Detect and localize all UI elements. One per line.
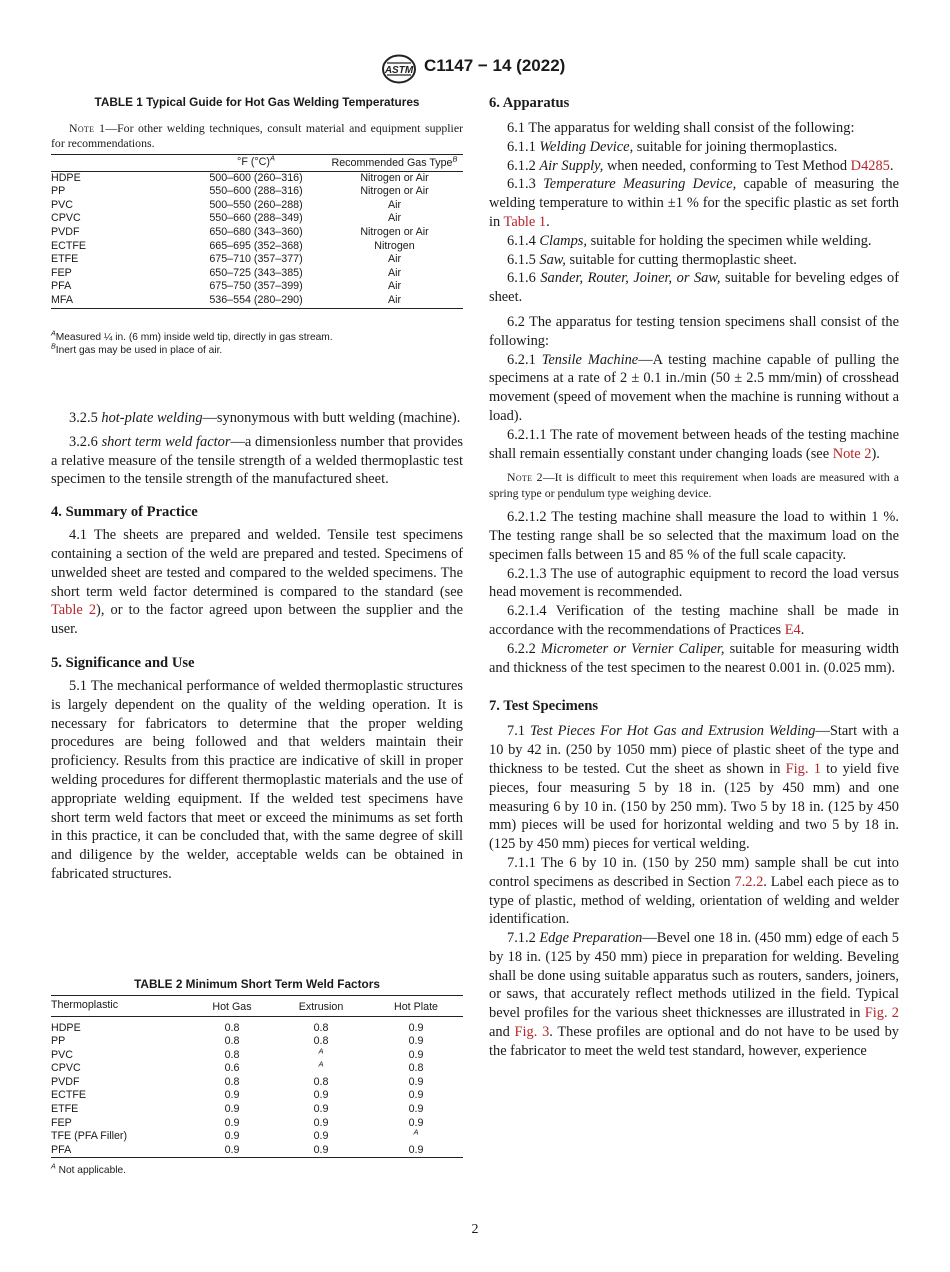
table2-row: [51, 1076, 463, 1090]
table2-cell-material: CPVC: [51, 1062, 81, 1075]
table1-link[interactable]: Table 1: [503, 213, 547, 230]
not-applicable-mark: A: [318, 1059, 324, 1069]
table1-cell-temp: 550–660 (288–349): [209, 212, 303, 225]
para-7-1-1: 7.1.1 The 6 by 10 in. (150 by 250 mm) sample shall be cut into control specimens as described in Section 7.2.2. Label each piece as to type of plastic, method of welding, orientation of welding and welder identification.: [489, 854, 899, 928]
fig3-link[interactable]: Fig. 3: [514, 1024, 550, 1041]
para-6-1-3: 6.1.3 Temperature Measuring Device, capable of measuring the welding temperature to within ±1 % for the specific plastic as set forth in Table 1.: [489, 176, 899, 230]
para-7-1-2: 7.1.2 Edge Preparation—Bevel one 18 in. (450 mm) edge of each 5 by 18 in. (125 by 450 mm) piece in preparation for welding. Beveling shall be done using suitable apparatus such as routers, sanders, joiners, or saws, that accurately reflect methods utilized in the field. Typical bevel profiles for the various sheet thicknesses are illustrated in Fig. 2 and Fig. 3. These profiles are optional and do not have to be used by the fabricator to meet the weld test standard, however, experience: [489, 930, 900, 1059]
table1-cell-gas: Air: [387, 293, 402, 306]
table2-cell-hot-gas: 0.8: [224, 1035, 240, 1048]
table1-cell-gas: Air: [387, 198, 402, 211]
table2-cell-material: PVC: [51, 1048, 73, 1061]
table2-cell-extrusion: 0.8: [313, 1021, 329, 1034]
para-6-1-1: 6.1.1 Welding Device, suitable for joining thermoplastics.: [507, 138, 838, 155]
table2-cell-hot-plate: [369, 1127, 463, 1144]
table1-footnote-a: $^A$Measured ¼ in. (6 mm) inside weld tip, directly in gas stream.: [51, 329, 333, 343]
table2-header-hot-gas: Hot Gas: [212, 1001, 252, 1013]
table1-cell-gas: Nitrogen: [374, 239, 415, 252]
not-applicable-mark: A: [318, 1046, 324, 1056]
para-6-2-1-2: 6.2.1.2 The testing machine shall measure the load to within 1 %. The testing range shall be so selected that the maximum load on the specimen falls between 15 and 85 % of the full scale capacity.: [489, 509, 899, 563]
table1-cell-material: PFA: [51, 280, 72, 293]
table2-cell-material: PVDF: [51, 1075, 80, 1088]
table2-cell-extrusion: 0.9: [313, 1116, 329, 1129]
table1-cell-temp: 536–554 (280–290): [209, 293, 303, 306]
table1-cell-material: FEP: [51, 266, 72, 279]
table2-cell-hot-plate: 0.9: [408, 1116, 424, 1129]
fig1-link[interactable]: Fig. 1: [785, 760, 821, 777]
table1-note-label: Note 1: [69, 121, 106, 135]
table2-cell-hot-gas: 0.9: [224, 1103, 240, 1116]
table2-cell-extrusion: 0.8: [313, 1035, 329, 1048]
table2-row: [51, 1062, 463, 1076]
table1-header-temp: °F $(^\circ C)^A$: [237, 153, 275, 168]
table2-row: [51, 1117, 463, 1131]
table1-row: [51, 171, 463, 185]
table1-cell-material: PVDF: [51, 225, 80, 238]
section-7-heading: 7. Test Specimens: [489, 698, 599, 715]
table1-cell-material: PVC: [51, 198, 73, 211]
table2-cell-hot-gas: 0.8: [224, 1021, 240, 1034]
table1-row: [51, 267, 463, 281]
table2-cell-hot-gas: 0.9: [224, 1130, 240, 1143]
table1-body: [51, 171, 463, 308]
table1-cell-gas: Air: [387, 280, 402, 293]
table1-cell-material: HDPE: [51, 171, 81, 184]
table2-caption: TABLE 2 Minimum Short Term Weld Factors: [134, 977, 380, 991]
para-6-2-1-4: 6.2.1.4 Verification of the testing machine shall be made in accordance with the recommendations of Practices E4.: [489, 603, 899, 638]
table2-cell-hot-gas: 0.9: [224, 1143, 240, 1156]
table2-header-extrusion: Extrusion: [298, 1001, 344, 1013]
table1-row: [51, 240, 463, 254]
table1-row: [51, 294, 463, 308]
table2-cell-extrusion: 0.9: [313, 1089, 329, 1102]
table2-cell-material: HDPE: [51, 1021, 81, 1034]
left-body-text: [51, 409, 463, 884]
table2-cell-hot-plate: 0.9: [408, 1143, 424, 1156]
page-header: [0, 54, 950, 84]
para-6-1-6: 6.1.6 Sander, Router, Joiner, or Saw, suitable for beveling edges of sheet.: [489, 270, 899, 306]
table1-cell-material: CPVC: [51, 212, 81, 225]
table2-cell-hot-plate: 0.8: [408, 1062, 424, 1075]
fig2-link[interactable]: Fig. 2: [864, 1005, 900, 1022]
table1-cell-temp: 650–680 (343–360): [209, 225, 303, 238]
para-6-2-1-1: 6.2.1.1 The rate of movement between heads of the testing machine shall remain essentially constant under changing loads (see Note 2).: [489, 426, 899, 462]
table1-cell-material: ETFE: [51, 253, 79, 266]
table1-cell-temp: 675–710 (357–377): [209, 253, 303, 266]
table2-row: [51, 1035, 463, 1049]
table2-cell-hot-plate: 0.9: [408, 1035, 424, 1048]
table2-cell-hot-plate: 0.9: [408, 1103, 424, 1116]
right-body-text: [489, 94, 899, 1061]
table1-cell-temp: 675–750 (357–399): [209, 280, 303, 293]
table1-row: [51, 212, 463, 226]
table1-row: [51, 185, 463, 199]
table2-cell-material: ETFE: [51, 1103, 79, 1116]
note2-label: Note 2: [507, 470, 543, 485]
table1-cell-temp: 500–600 (260–316): [209, 171, 303, 184]
table2-header-hot-plate: Hot Plate: [394, 1001, 438, 1013]
table2-cell-material: PP: [51, 1035, 66, 1048]
table2-cell-hot-plate: 0.9: [408, 1089, 424, 1102]
section-7-2-2-link[interactable]: 7.2.2: [734, 873, 764, 890]
table2-cell-extrusion: [273, 1059, 369, 1076]
para-5-1: 5.1 The mechanical performance of welded thermoplastic structures is largely dependent on the quality of the welding operation. It is necessary for fabricators to determine that the proper welding procedures are being followed and that welders maintain their proficiency. Results from this practice are indicative of skill in proper welding procedures for different thermoplastic materials and the use of appropriate welding equipment. If the welded test specimens have short term weld factors that meet or exceed the minimums as set forth in this practice, it can be concluded that, with the same degree of skill and diligence by the welder, acceptable welds can be obtained in fabricated structures.: [51, 677, 463, 882]
table2-cell-material: ECTFE: [51, 1089, 87, 1102]
table2-cell-hot-plate: 0.9: [408, 1048, 424, 1061]
para-6-2-1: 6.2.1 Tensile Machine—A testing machine capable of pulling the specimens at a rate of 2 ± 0.1 in./min (50 ± 2.5 mm/min) of crosshead movement (speed of movement when the machine is running without a load).: [489, 351, 899, 424]
table1-cell-material: ECTFE: [51, 239, 87, 252]
table2-row: [51, 1103, 463, 1117]
table1-cell-temp: 550–600 (288–316): [209, 185, 303, 198]
note-2: [489, 470, 899, 501]
table2-cell-extrusion: 0.9: [313, 1130, 329, 1143]
table1: [51, 154, 463, 309]
table1-header-gas: Recommended Gas Type$^B$: [331, 154, 458, 170]
para-4-1: 4.1 The sheets are prepared and welded. Tensile test specimens containing a section of the weld are prepared and tested. Specimens of unwelded sheet are tested and compared to the welded specimens. The short term weld factor determined is compared to the standard (see Table 2), or to the factor agreed upon between the supplier and the user.: [51, 527, 463, 638]
table1-note: [51, 121, 463, 152]
table1-cell-gas: Air: [387, 212, 402, 225]
table2-cell-extrusion: 0.8: [313, 1075, 329, 1088]
section-4-heading: 4. Summary of Practice: [51, 504, 198, 521]
para-6-1: 6.1 The apparatus for welding shall consist of the following:: [507, 120, 855, 136]
para-6-1-2: 6.1.2 Air Supply, when needed, conforming to Test Method D4285.: [507, 157, 894, 174]
table2-cell-material: FEP: [51, 1116, 72, 1129]
not-applicable-mark: A: [413, 1127, 419, 1137]
table2-row: [51, 1016, 463, 1035]
table2-row: [51, 1144, 463, 1158]
table1-row: [51, 226, 463, 240]
document-designation: C1147 − 14 (2022): [424, 56, 566, 75]
table1-cell-material: MFA: [51, 293, 73, 306]
table1-footnote-b: $^B$Inert gas may be used in place of air.: [51, 342, 223, 357]
table1-footnotes: [51, 331, 463, 357]
table1-row: [51, 253, 463, 267]
table2: [51, 995, 463, 1158]
table1-cell-material: PP: [51, 185, 66, 198]
table2-cell-hot-gas: 0.9: [224, 1089, 240, 1102]
table1-row: [51, 280, 463, 294]
section-5-heading: 5. Significance and Use: [51, 654, 195, 671]
table1-cell-gas: Air: [387, 266, 402, 279]
table2-cell-hot-plate: 0.9: [408, 1075, 424, 1088]
table2-cell-material: PFA: [51, 1143, 72, 1156]
para-3-2-5: 3.2.5 hot-plate welding—synonymous with butt welding (machine).: [69, 410, 461, 426]
table1-cell-gas: Nitrogen or Air: [360, 185, 429, 198]
table1-header-material: [51, 155, 186, 172]
para-6-2: 6.2 The apparatus for testing tension specimens shall consist of the following:: [489, 313, 899, 349]
table2-cell-material: TFE (PFA Filler): [51, 1130, 128, 1143]
svg-text:ASTM: ASTM: [384, 65, 414, 76]
section-6-heading: 6. Apparatus: [489, 95, 570, 111]
e4-link[interactable]: E4: [784, 621, 801, 638]
note2-link[interactable]: Note 2: [832, 445, 872, 462]
table1-note-text: —For other welding techniques, consult material and equipment supplier for recommendations.: [51, 121, 463, 151]
para-7-1: 7.1 Test Pieces For Hot Gas and Extrusion Welding—Start with a 10 by 42 in. (250 by 1050 mm) piece of plastic sheet of the type and thickness to be tested. Cut the sheet as shown in Fig. 1 to yield five pieces, four measuring 5 by 18 in. (125 by 450 mm) and one measuring 6 by 10 in. (150 by 250 mm). Two 5 by 18 in. (125 by 450 mm) pieces will be used for horizontal welding and two 5 by 18 in. (125 by 450 mm) pieces for vertical welding.: [489, 723, 900, 853]
table2-header-thermoplastic: Thermoplastic: [51, 999, 119, 1011]
table2-body: [51, 1016, 463, 1158]
para-3-2-6: 3.2.6 short term weld factor—a dimensionless number that provides a relative measure of the tensile strength of a welded thermoplastic test specimen to the tensile strength of the manufactured sheet.: [51, 433, 463, 488]
table1-row: [51, 199, 463, 213]
table2-cell-extrusion: 0.9: [313, 1143, 329, 1156]
table2-cell-hot-gas: 0.9: [224, 1116, 240, 1129]
para-6-1-5: 6.1.5 Saw, suitable for cutting thermoplastic sheet.: [507, 251, 797, 268]
table1-cell-temp: 650–725 (343–385): [209, 266, 303, 279]
table1-cell-temp: 500–550 (260–288): [209, 198, 303, 211]
table1-cell-gas: Air: [387, 253, 402, 266]
note2-text: —It is difficult to meet this requirement when loads are measured with a spring type or pendulum type weighing device.: [489, 470, 899, 500]
para-6-1-4: 6.1.4 Clamps, suitable for holding the specimen while welding.: [507, 232, 872, 249]
table2-cell-extrusion: 0.9: [313, 1103, 329, 1116]
astm-logo-icon: [381, 54, 417, 84]
page-number: 2: [471, 1222, 479, 1237]
table2-cell-hot-gas: 0.8: [224, 1048, 240, 1061]
table1-cell-gas: Nitrogen or Air: [360, 225, 429, 238]
para-6-2-2: 6.2.2 Micrometer or Vernier Caliper, suitable for measuring width and thickness of the test specimen to the nearest 0.001 in. (0.025 mm).: [489, 640, 899, 676]
table2-row: [51, 1130, 463, 1144]
table1-cell-temp: 665–695 (352–368): [209, 239, 303, 252]
table1-cell-gas: Nitrogen or Air: [360, 171, 429, 184]
table2-row: [51, 1089, 463, 1103]
table2-cell-hot-gas: 0.6: [224, 1062, 240, 1075]
table2-footnote-a: $^A$ Not applicable.: [51, 1162, 126, 1176]
table2-link[interactable]: Table 2: [51, 602, 97, 619]
table2-row: [51, 1049, 463, 1063]
para-6-2-1-3: 6.2.1.3 The use of autographic equipment to record the load versus head movement is recommended.: [489, 565, 899, 601]
table1-caption: TABLE 1 Typical Guide for Hot Gas Welding Temperatures: [94, 95, 420, 109]
table2-cell-hot-gas: 0.8: [224, 1075, 240, 1088]
d4285-link[interactable]: D4285: [850, 157, 890, 174]
table2-cell-hot-plate: 0.9: [408, 1021, 424, 1034]
